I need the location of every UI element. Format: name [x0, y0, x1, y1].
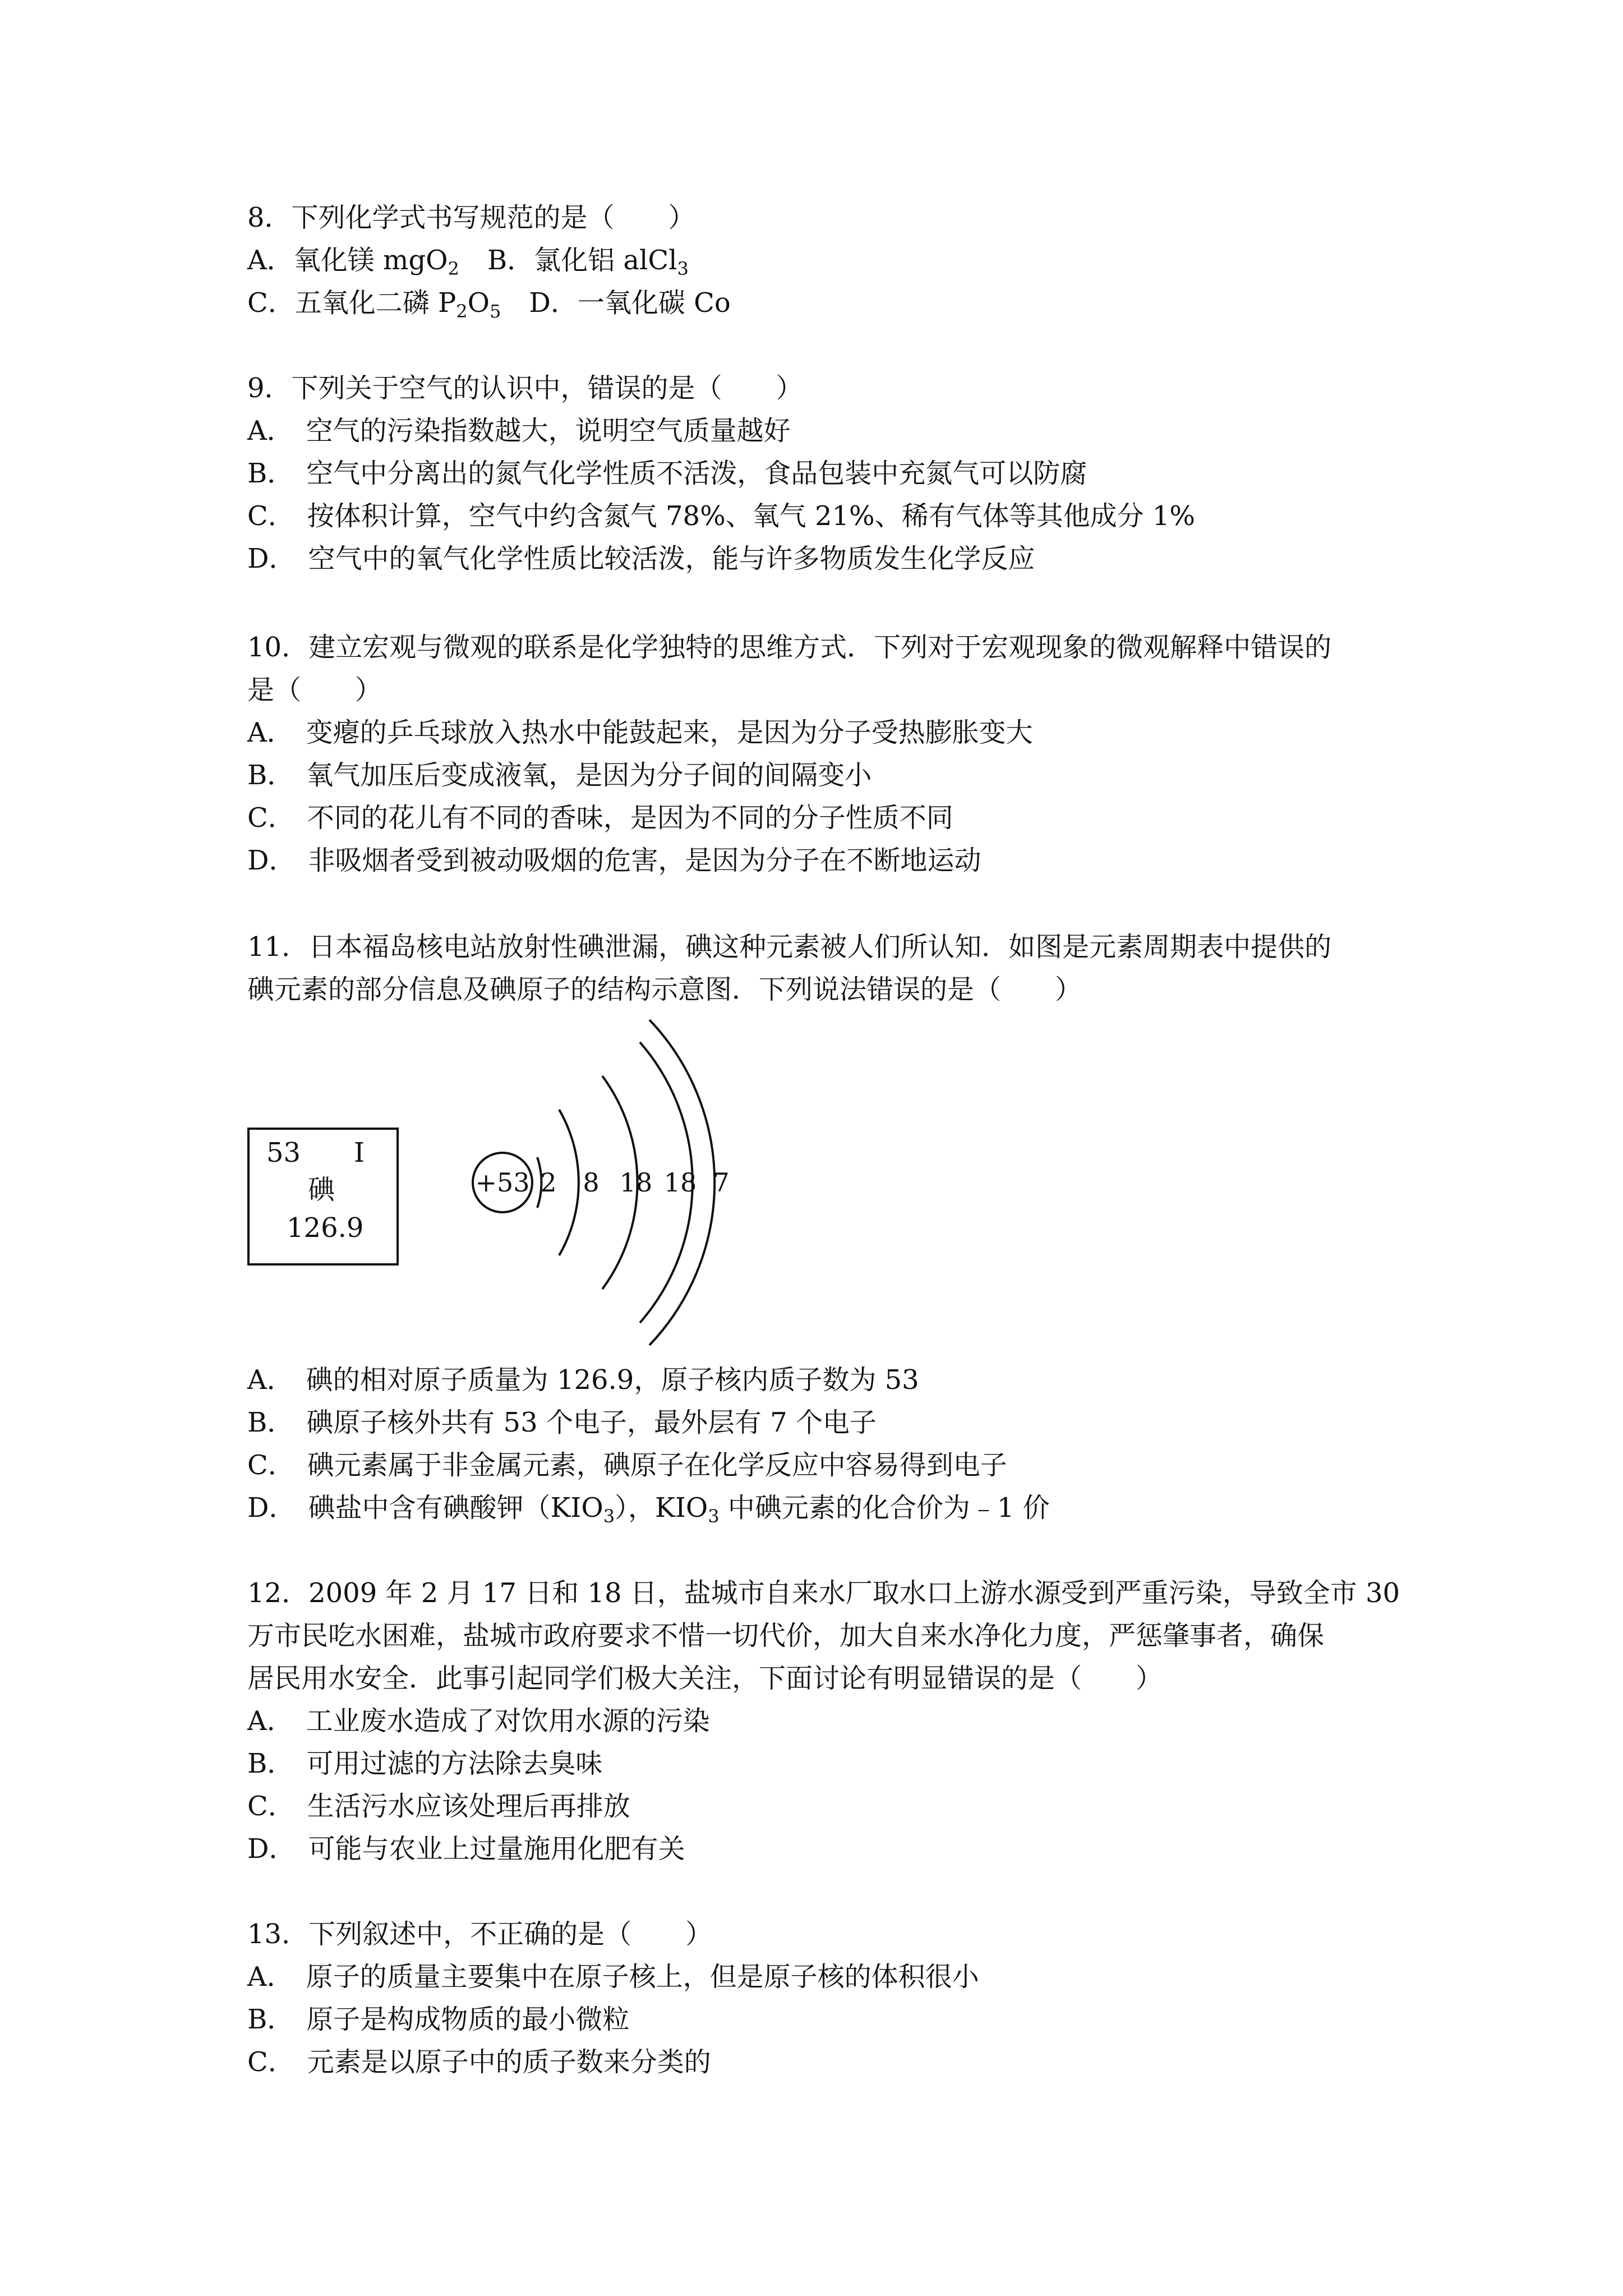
q13-option [247, 2045, 711, 2079]
q11-option [247, 1448, 1007, 1482]
shell-electron-count: 18 [619, 1167, 653, 1198]
q12-option-c-label: C． [247, 1791, 295, 1822]
nucleus-charge: +53 [475, 1167, 530, 1198]
q9-option-c-label: C． [247, 500, 295, 532]
q12-option-c-text: 生活污水应该处理后再排放 [307, 1791, 630, 1822]
q13-option-b-label: B． [247, 2004, 294, 2035]
q11-option-b-label: B． [247, 1407, 294, 1438]
q13-option-c-text: 元素是以原子中的质子数来分类的 [307, 2046, 711, 2078]
q11-option-a-text: 碘的相对原子质量为 126.9，原子核内质子数为 53 [306, 1364, 919, 1396]
q8-c-sub1: 2 [456, 301, 468, 322]
q9-option-b-label: B． [247, 458, 294, 489]
q12-option-b-text: 可用过滤的方法除去臭味 [306, 1748, 603, 1779]
q11-stem-line1: 11．日本福岛核电站放射性碘泄漏，碘这种元素被人们所认知．如图是元素周期表中提供的 [247, 931, 1332, 963]
q9-option-d-label: D． [247, 543, 296, 574]
q8-a-text: 氧化镁 mgO [293, 245, 448, 276]
q11-option-b-text: 碘原子核外共有 53 个电子，最外层有 7 个电子 [306, 1407, 877, 1438]
atomic-mass: 126.9 [287, 1212, 364, 1244]
q11-option-c-label: C． [247, 1450, 295, 1481]
q8-c-sub2: 5 [490, 301, 501, 322]
q9-option-a-label: A． [247, 415, 294, 447]
q11-option [247, 1491, 1050, 1525]
q9-stem: 9．下列关于空气的认识中，错误的是（ ） [247, 372, 803, 404]
q13-option-c-label: C． [247, 2046, 295, 2078]
shell-electron-count: 18 [663, 1167, 697, 1198]
q10-option-b-text: 氧气加压后变成液氧，是因为分子间的间隔变小 [306, 760, 872, 791]
q12-stem-line3: 居民用水安全．此事引起同学们极大关注，下面讨论有明显错误的是（ ） [247, 1663, 1163, 1694]
q13-option [247, 2003, 629, 2036]
q10-option-a-label: A． [247, 717, 294, 748]
element-name: 碘 [308, 1174, 335, 1205]
q10-option-b-label: B． [247, 760, 294, 791]
q10-option-c-label: C． [247, 802, 295, 834]
q11-option-d-label: D． [247, 1492, 296, 1524]
q8-a-label: A． [247, 245, 294, 276]
q8-stem: 8．下列化学式书写规范的是（ ） [247, 202, 695, 233]
q12-option-d-text: 可能与农业上过量施用化肥有关 [308, 1833, 685, 1865]
shell-electron-count: 2 [540, 1167, 557, 1198]
q8-b-text: 氯化铝 alCl [534, 245, 677, 276]
q13-option-b-text: 原子是构成物质的最小微粒 [306, 2004, 630, 2035]
shell-electron-count: 8 [583, 1167, 600, 1198]
q10-option-a-text: 变瘪的乒乓球放入热水中能鼓起来，是因为分子受热膨胀变大 [306, 717, 1033, 748]
q8-c-label: C． [247, 287, 295, 319]
q13-option-a-label: A． [247, 1961, 294, 1993]
q13-stem: 13．下列叙述中，不正确的是（ ） [247, 1918, 713, 1950]
q13-option-a-text: 原子的质量主要集中在原子核上，但是原子核的体积很小 [306, 1961, 979, 1993]
q9-option-c-text: 按体积计算，空气中约含氮气 78%、氧气 21%、稀有气体等其他成分 1% [307, 500, 1196, 532]
q9-option-d-text: 空气中的氧气化学性质比较活泼，能与许多物质发生化学反应 [308, 543, 1035, 574]
q8-c-mid: O [467, 287, 490, 319]
q10-option-d-text: 非吸烟者受到被动吸烟的危害，是因为分子在不断地运动 [308, 845, 981, 876]
q8-a-sub: 2 [448, 258, 459, 279]
q11-option-c-text: 碘元素属于非金属元素，碘原子在化学反应中容易得到电子 [307, 1450, 1007, 1481]
q11-option [247, 1363, 919, 1397]
shell-electron-count: 7 [713, 1167, 730, 1198]
q10-option-d-label: D． [247, 845, 296, 876]
q10-option-c-text: 不同的花儿有不同的香味，是因为不同的分子性质不同 [307, 802, 953, 834]
q12-stem-line2: 万市民吃水困难，盐城市政府要求不惜一切代价，加大自来水净化力度，严惩肇事者，确保 [247, 1620, 1325, 1651]
q9-option-a-text: 空气的污染指数越大，说明空气质量越好 [306, 415, 791, 447]
atomic-number: 53 [266, 1137, 301, 1168]
q8-d-text: 一氧化碳 Co [577, 287, 731, 319]
q8-b-sub: 3 [677, 258, 689, 279]
element-symbol: I [354, 1137, 365, 1168]
q11-option [247, 1406, 877, 1439]
electron-shell-arc [559, 1110, 579, 1255]
q13-option [247, 1960, 979, 1994]
q12-option [247, 1704, 710, 1738]
q11-option-a-label: A． [247, 1364, 294, 1396]
q8-c-text: 五氧化二磷 P [294, 287, 457, 319]
q11-stem-line2: 碘元素的部分信息及碘原子的结构示意图．下列说法错误的是（ ） [247, 974, 1082, 1005]
q12-option [247, 1747, 602, 1780]
q12-option-b-label: B． [247, 1748, 294, 1779]
q11-d-pre: 碘盐中含有碘酸钾（KIO [308, 1492, 603, 1524]
q11-d-post: 中碘元素的化合价为﹣1 价 [719, 1492, 1050, 1524]
q12-stem-line1: 12．2009 年 2 月 17 日和 18 日，盐城市自来水厂取水口上游水源受到严重污染，导致全市 30 [247, 1577, 1400, 1609]
q8-b-label: B． [487, 245, 534, 276]
q9-option-b-text: 空气中分离出的氮气化学性质不活泼，食品包装中充氮气可以防腐 [306, 458, 1087, 489]
q11-d-sub1: 3 [603, 1506, 615, 1527]
q12-option [247, 1789, 630, 1823]
q10-stem-line2: 是（ ） [247, 674, 382, 706]
q8-d-label: D． [529, 287, 578, 319]
q12-option-a-label: A． [247, 1705, 294, 1737]
q12-option-a-text: 工业废水造成了对饮用水源的污染 [306, 1705, 710, 1737]
q11-d-mid: ），KIO [615, 1492, 708, 1524]
q10-stem-line1: 10．建立宏观与微观的联系是化学独特的思维方式．下列对于宏观现象的微观解释中错误的 [247, 632, 1332, 663]
q12-option [247, 1832, 685, 1866]
q11-d-sub2: 3 [708, 1506, 720, 1527]
q12-option-d-label: D． [247, 1833, 296, 1865]
